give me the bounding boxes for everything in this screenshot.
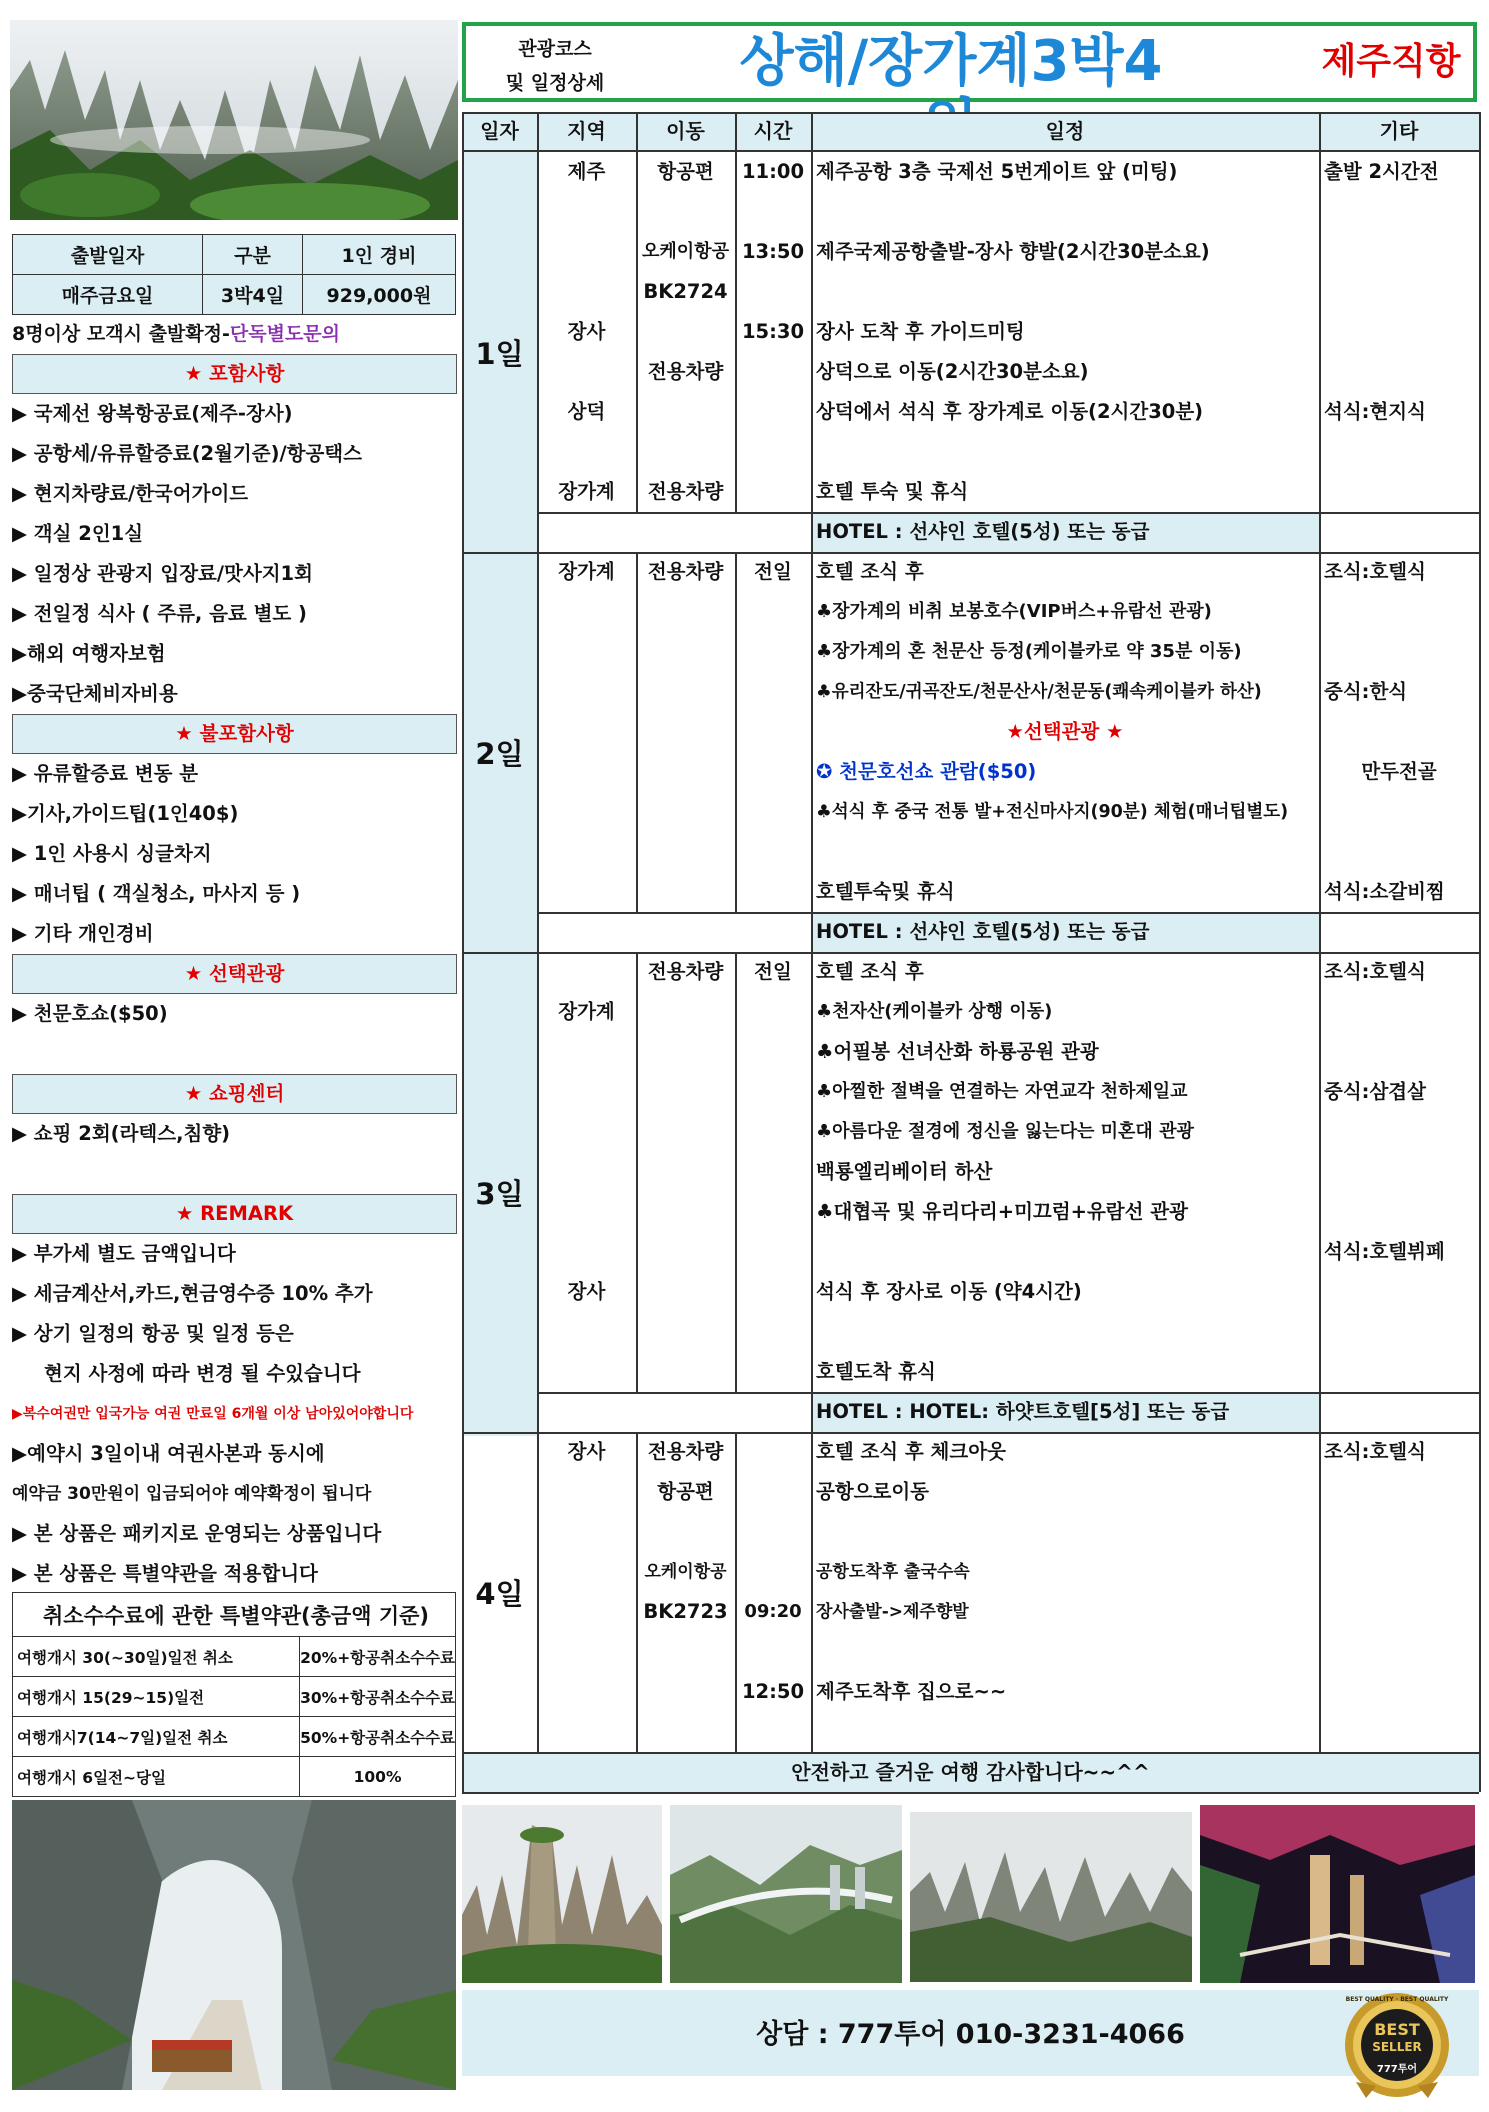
price-header-type: 구분: [203, 235, 303, 275]
price-header-date: 출발일자: [13, 235, 203, 275]
seal-brand: 777투어: [1376, 2064, 1418, 2075]
d3-region: 장가계: [558, 1000, 615, 1023]
header-box: [462, 22, 1477, 102]
col-header-region: 지역: [537, 112, 636, 150]
d1-itinerary: 상덕으로 이동(2시간30분소요): [816, 360, 1089, 383]
grid-line-vertical: [1479, 112, 1481, 1792]
d4-transport: 항공편: [657, 1480, 714, 1503]
included-item: ▶ 일정상 관광지 입장료/맛사지1회: [12, 562, 313, 585]
d1-transport: 항공편: [657, 160, 714, 183]
price-header-cost: 1인 경비: [303, 235, 456, 275]
cave-photo: [1200, 1805, 1475, 1983]
karst-peaks-photo: [910, 1812, 1192, 1982]
d2-region: 장가계: [558, 560, 615, 583]
col-header-day: 일자: [462, 112, 537, 150]
cancel-fee: 30%+항공취소수수료: [300, 1677, 456, 1717]
grid-line-vertical: [735, 150, 737, 512]
d1-itinerary: 상덕에서 석식 후 장가계로 이동(2시간30분): [816, 400, 1204, 423]
d2-itinerary: ♣유리잔도/귀곡잔도/천문산사/천문동(쾌속케이블카 하산): [816, 682, 1262, 702]
grid-line-horizontal: [462, 150, 1479, 152]
seal-top-text: BEST QUALITY · BEST QUALITY: [1345, 1996, 1449, 2003]
included-item: ▶해외 여행자보험: [12, 642, 166, 665]
d3-region: 장사: [567, 1280, 606, 1303]
cancel-period: 여행개시7(14~7일)일전 취소: [13, 1717, 300, 1757]
remark-item: ▶ 본 상품은 패키지로 운영되는 상품입니다: [12, 1522, 382, 1545]
header-course-line1: 관광코스: [518, 38, 592, 60]
best-seller-seal: [1342, 1990, 1452, 2100]
d4-transport: 전용차량: [647, 1440, 724, 1463]
d3-itinerary: ♣대협곡 및 유리다리+미끄럼+유람선 관광: [816, 1200, 1188, 1223]
d1-transport: BK2724: [643, 280, 728, 303]
d1-region: 상덕: [567, 400, 606, 423]
d2-itinerary: 호텔 조식 후: [816, 560, 924, 583]
grid-line-vertical: [636, 1432, 638, 1752]
grid-line-vertical: [636, 552, 638, 912]
d3-itinerary: 호텔도착 휴식: [816, 1360, 936, 1383]
mountain-photo-top: [10, 20, 458, 220]
d2-itinerary: ♣석식 후 중국 전통 발+전신마사지(90분) 체험(매너팁별도): [816, 802, 1289, 822]
cancel-period: 여행개시 30(~30일)일전 취소: [13, 1637, 300, 1677]
grid-line-vertical: [1319, 1432, 1321, 1752]
d4-transport: BK2723: [643, 1600, 728, 1623]
d4-itinerary: 장사출발->제주향발: [816, 1602, 969, 1622]
grid-line-horizontal: [537, 912, 1479, 914]
included-item: ▶ 객실 2인1실: [12, 522, 144, 545]
cancellation-table: [12, 1592, 456, 1797]
d1-itinerary: 호텔 투숙 및 휴식: [816, 480, 969, 503]
grid-line-vertical: [811, 112, 813, 150]
grid-line-vertical: [636, 150, 638, 512]
grid-line-horizontal: [537, 512, 1479, 514]
remark-item: ▶ 세금계산서,카드,현금영수증 10% 추가: [12, 1282, 373, 1305]
grid-line-horizontal: [462, 1432, 1479, 1434]
cancellation-title: 취소수수료에 관한 특별약관(총금액 기준): [13, 1593, 456, 1637]
seal-seller: SELLER: [1372, 2040, 1422, 2054]
direct-flight-badge: 제주직항: [1321, 41, 1461, 82]
day-label-1: 1일: [475, 337, 524, 371]
excluded-item: ▶ 1인 사용시 싱글차지: [12, 842, 212, 865]
included-item: ▶ 현지차량료/한국어가이드: [12, 482, 249, 505]
remark-item: ▶ 본 상품은 특별약관을 적용합니다: [12, 1562, 318, 1585]
d2-etc: 석식:소갈비찜: [1324, 880, 1445, 903]
grid-line-horizontal: [462, 1752, 1479, 1754]
grid-line-vertical: [636, 952, 638, 1392]
d1-region: 제주: [567, 160, 606, 183]
price-cost: 929,000원: [303, 275, 456, 315]
d2-etc: 조식:호텔식: [1324, 560, 1426, 583]
d1-region: 장가계: [558, 480, 615, 503]
header-course-line2: 및 일정상세: [505, 72, 605, 94]
page-title: 상해/장가계3박4: [739, 29, 1163, 94]
cancel-period: 여행개시 15(29~15)일전: [13, 1677, 300, 1717]
d4-itinerary: 공항도착후 출국수속: [816, 1562, 970, 1582]
glass-bridge-photo: [670, 1805, 902, 1983]
d1-transport: 오케이항공: [642, 241, 729, 262]
grid-line-vertical: [1319, 952, 1321, 1432]
d4-itinerary: 공항으로이동: [816, 1480, 930, 1503]
excluded-item: ▶ 유류할증료 변동 분: [12, 762, 199, 785]
min-notice-highlight: 단독별도문의: [229, 323, 341, 345]
d2-transport: 전용차량: [647, 560, 724, 583]
d4-itinerary: 제주도착후 집으로~~: [816, 1680, 1007, 1703]
cancel-fee: 20%+항공취소수수료: [300, 1637, 456, 1677]
grid-line-vertical: [811, 1432, 813, 1752]
d2-etc: 중식:한식: [1324, 680, 1408, 703]
d2-optional-item: ✪ 천문호선쇼 관람($50): [816, 760, 1037, 783]
grid-line-vertical: [537, 150, 539, 552]
tianmen-cave-photo: [12, 1800, 456, 2090]
col-header-etc: 기타: [1319, 112, 1479, 150]
d1-itinerary: 제주국제공항출발-장사 향발(2시간30분소요): [816, 240, 1210, 263]
d3-itinerary: ♣아찔한 절벽을 연결하는 자연교각 천하제일교: [816, 1081, 1188, 1102]
grid-line-vertical: [735, 552, 737, 912]
excluded-item: ▶ 기타 개인경비: [12, 922, 154, 945]
grid-line-vertical: [735, 1432, 737, 1752]
grid-line-horizontal: [462, 1792, 1479, 1794]
grid-line-vertical: [537, 552, 539, 952]
d3-etc: 조식:호텔식: [1324, 960, 1426, 983]
included-item: ▶중국단체비자비용: [12, 682, 178, 705]
min-notice: 8명이상 모객시 출발확정-단독별도문의: [12, 323, 341, 345]
grid-line-vertical: [537, 112, 539, 150]
price-table: [12, 234, 456, 315]
col-header-transport: 이동: [636, 112, 735, 150]
remark-item: ▶ 부가세 별도 금액입니다: [12, 1242, 236, 1265]
d3-itinerary: 호텔 조식 후: [816, 960, 924, 983]
remark-item: ▶ 상기 일정의 항공 및 일정 등은: [12, 1322, 294, 1345]
optional-item: ▶ 천문호쇼($50): [12, 1002, 168, 1025]
d1-time: 15:30: [741, 320, 805, 343]
pillar-photo: [462, 1805, 662, 1983]
remark-title: ★ REMARK: [12, 1194, 457, 1234]
passport-note: ▶복수여권만 입국가능 여권 만료일 6개월 이상 남아있어야합니다: [12, 1406, 414, 1422]
day-label-3: 3일: [475, 1177, 524, 1211]
included-item: ▶ 국제선 왕복항공료(제주-장사): [12, 402, 293, 425]
d3-itinerary: ♣어필봉 선녀산화 하룡공원 관광: [816, 1040, 1099, 1063]
excluded-title: ★ 불포함사항: [12, 714, 457, 754]
d1-itinerary: 제주공항 3층 국제선 5번게이트 앞 (미팅): [816, 160, 1178, 183]
grid-line-vertical: [811, 952, 813, 1432]
d3-time: 전일: [754, 960, 792, 983]
shopping-item: ▶ 쇼핑 2회(라텍스,침향): [12, 1122, 231, 1145]
grid-line-horizontal: [537, 1392, 1479, 1394]
d4-time: 09:20: [744, 1601, 802, 1622]
grid-line-vertical: [735, 952, 737, 1392]
d1-etc: 석식:현지식: [1324, 400, 1426, 423]
d2-optional-label: ★선택관광 ★: [1006, 720, 1124, 743]
closing-message: 안전하고 즐거운 여행 감사합니다~~^^: [462, 1752, 1479, 1792]
d1-etc: 출발 2시간전: [1324, 160, 1439, 183]
d2-itinerary: ♣장가계의 혼 천문산 등정(케이블카로 약 35분 이동): [816, 641, 1242, 662]
grid-line-vertical: [1319, 552, 1321, 952]
d4-region: 장사: [567, 1440, 606, 1463]
d3-hotel: HOTEL : HOTEL: 하얏트호텔[5성] 또는 동급: [811, 1392, 1319, 1432]
day-label-2: 2일: [475, 737, 524, 771]
price-date: 매주금요일: [13, 275, 203, 315]
included-title: ★ 포함사항: [12, 354, 457, 394]
grid-line-vertical: [811, 150, 813, 552]
d1-time: 13:50: [741, 240, 805, 263]
d3-itinerary: 석식 후 장사로 이동 (약4시간): [816, 1280, 1082, 1303]
excluded-item: ▶ 매너팁 ( 객실청소, 마사지 등 ): [12, 882, 301, 905]
grid-line-vertical: [811, 552, 813, 952]
d4-etc: 조식:호텔식: [1324, 1440, 1426, 1463]
d3-transport: 전용차량: [647, 960, 724, 983]
col-header-itinerary: 일정: [811, 112, 1319, 150]
d2-hotel: HOTEL : 선샤인 호텔(5성) 또는 동급: [811, 912, 1319, 952]
grid-line-horizontal: [462, 952, 1479, 954]
grid-line-vertical: [537, 1432, 539, 1752]
remark-item: ▶예약시 3일이내 여권사본과 동시에: [12, 1442, 325, 1465]
grid-line-horizontal: [462, 552, 1479, 554]
d1-transport: 전용차량: [647, 360, 724, 383]
d4-time: 12:50: [741, 1680, 805, 1703]
d3-itinerary: 백룡엘리베이터 하산: [816, 1160, 993, 1183]
contact-text: 상담 : 777투어 010-3231-4066: [756, 2019, 1185, 2050]
d1-transport: 전용차량: [647, 480, 724, 503]
grid-line-horizontal: [462, 112, 1479, 114]
included-item: ▶ 전일정 식사 ( 주류, 음료 별도 ): [12, 602, 307, 625]
remark-item: 예약금 30만원이 입금되어야 예약확정이 됩니다: [12, 1484, 372, 1504]
cancel-period: 여행개시 6일전~당일: [13, 1757, 300, 1797]
d3-itinerary: ♣아름다운 절경에 정신을 잃는다는 미혼대 관광: [816, 1121, 1194, 1142]
included-item: ▶ 공항세/유류할증료(2월기준)/항공택스: [12, 442, 362, 465]
d4-transport: 오케이항공: [644, 1562, 727, 1582]
cancel-fee: 100%: [300, 1757, 456, 1797]
d2-itinerary: 호텔투숙및 휴식: [816, 880, 955, 903]
remark-item: 현지 사정에 따라 변경 될 수있습니다: [44, 1362, 361, 1385]
d1-hotel: HOTEL : 선샤인 호텔(5성) 또는 동급: [811, 512, 1319, 552]
d1-time: 11:00: [741, 160, 805, 183]
contact-bar: [462, 1990, 1479, 2076]
d2-optional-meal: 만두전골: [1361, 760, 1437, 783]
grid-line-vertical: [1319, 112, 1321, 150]
d1-region: 장사: [567, 320, 606, 343]
seal-best: BEST: [1374, 2020, 1420, 2039]
d3-etc: 중식:삼겹살: [1324, 1080, 1426, 1103]
d1-itinerary: 장사 도착 후 가이드미팅: [816, 320, 1025, 343]
price-type: 3박4일: [203, 275, 303, 315]
d3-etc: 석식:호텔뷔페: [1324, 1240, 1445, 1263]
d2-itinerary: ♣장가계의 비취 보봉호수(VIP버스+유람선 관광): [816, 601, 1212, 622]
excluded-item: ▶기사,가이드팁(1인40$): [12, 802, 239, 825]
grid-line-vertical: [636, 112, 638, 150]
d3-itinerary: ♣천자산(케이블카 상행 이동): [816, 1001, 1053, 1022]
day-label-4: 4일: [475, 1577, 524, 1611]
optional-title: ★ 선택관광: [12, 954, 457, 994]
grid-line-vertical: [1319, 150, 1321, 552]
grid-line-vertical: [537, 952, 539, 1432]
cancel-fee: 50%+항공취소수수료: [300, 1717, 456, 1757]
grid-line-vertical: [735, 112, 737, 150]
d4-itinerary: 호텔 조식 후 체크아웃: [816, 1440, 1006, 1463]
col-header-time: 시간: [735, 112, 811, 150]
d2-time: 전일: [754, 560, 792, 583]
shopping-title: ★ 쇼핑센터: [12, 1074, 457, 1114]
